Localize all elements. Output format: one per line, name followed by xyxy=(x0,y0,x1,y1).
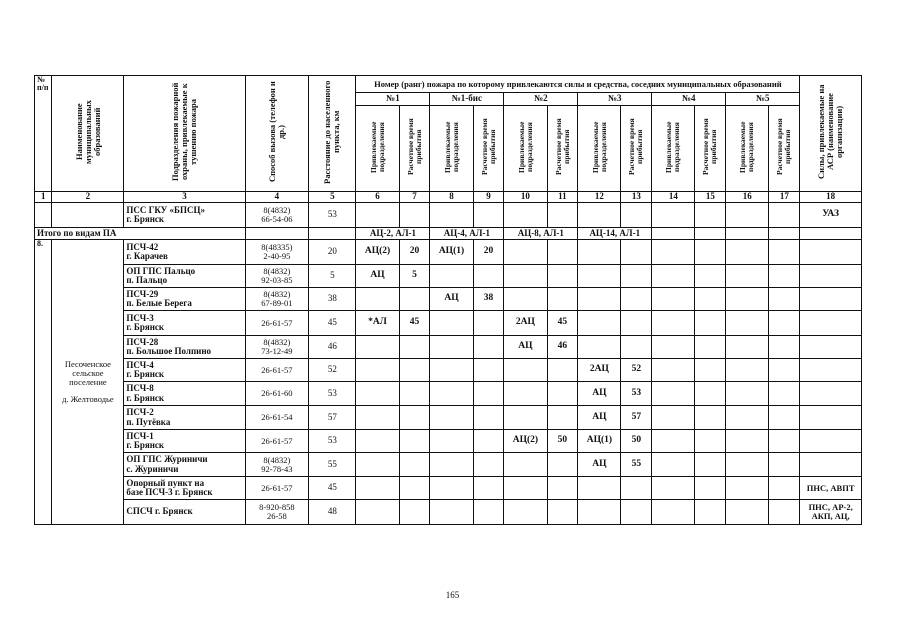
value-cell xyxy=(356,288,399,311)
value-cell xyxy=(578,265,621,288)
fire-forces-table xyxy=(34,75,862,525)
total-label: Итого по видам ПА xyxy=(35,228,246,240)
tel-cell: 26-61-57 xyxy=(245,311,309,336)
distance-cell: 45 xyxy=(309,311,356,336)
distance-cell: 53 xyxy=(309,430,356,453)
value-cell xyxy=(621,288,652,311)
rank-1bis: №1-бис xyxy=(430,93,504,106)
unit-cell: ПСЧ-42 г. Карачев xyxy=(124,240,245,265)
value-cell xyxy=(504,240,547,265)
table-row xyxy=(35,453,862,477)
value-cell: 45 xyxy=(399,311,430,336)
value-cell xyxy=(356,382,399,406)
col-number: 9 xyxy=(473,192,504,203)
asr-cell xyxy=(800,311,862,336)
sub-time: Расчетное время прибытия xyxy=(547,106,578,192)
value-cell xyxy=(473,500,504,525)
value-cell xyxy=(504,406,547,430)
value-cell xyxy=(547,406,578,430)
value-cell xyxy=(399,453,430,477)
distance-cell: 52 xyxy=(309,359,356,382)
value-cell xyxy=(621,336,652,359)
value-cell xyxy=(430,406,473,430)
value-cell xyxy=(356,359,399,382)
col-number: 11 xyxy=(547,192,578,203)
value-cell xyxy=(473,359,504,382)
asr-cell: УАЗ xyxy=(800,203,862,228)
sub-units: Привлекаемые подразделения xyxy=(430,106,473,192)
value-cell xyxy=(504,500,547,525)
value-cell: 46 xyxy=(547,336,578,359)
sub-time: Расчетное время прибытия xyxy=(621,106,652,192)
value-cell: АЦ(1) xyxy=(430,240,473,265)
col-number: 17 xyxy=(769,192,800,203)
header-municipality: Наименование муниципальных образований xyxy=(52,76,124,192)
value-cell xyxy=(578,311,621,336)
distance-cell: 5 xyxy=(309,265,356,288)
sub-units: Привлекаемые подразделения xyxy=(356,106,399,192)
col-number: 8 xyxy=(430,192,473,203)
header-asr: Силы, привлекаемые на АСР (наименование организации) xyxy=(800,76,862,192)
asr-cell xyxy=(800,336,862,359)
value-cell xyxy=(473,311,504,336)
value-cell: 2АЦ xyxy=(578,359,621,382)
value-cell xyxy=(399,406,430,430)
value-cell xyxy=(356,477,399,500)
value-cell xyxy=(547,359,578,382)
table-row xyxy=(35,265,862,288)
value-cell: АЦ(1) xyxy=(578,430,621,453)
section-number: 8. xyxy=(35,240,52,525)
value-cell xyxy=(430,265,473,288)
value-cell xyxy=(430,430,473,453)
value-cell xyxy=(621,265,652,288)
col-number: 14 xyxy=(652,192,695,203)
value-cell xyxy=(504,382,547,406)
value-cell: АЦ xyxy=(504,336,547,359)
table-row xyxy=(35,477,862,500)
asr-cell xyxy=(800,430,862,453)
tel-cell: 26-61-57 xyxy=(245,359,309,382)
value-cell xyxy=(473,382,504,406)
unit-cell: ПСЧ-2 п. Путёвка xyxy=(124,406,245,430)
rank-4: №4 xyxy=(652,93,726,106)
value-cell xyxy=(547,240,578,265)
value-cell xyxy=(473,477,504,500)
value-cell xyxy=(399,430,430,453)
asr-cell xyxy=(800,406,862,430)
unit-cell: СПСЧ г. Брянск xyxy=(124,500,245,525)
value-cell xyxy=(356,500,399,525)
tel-cell: 8-920-858 26-58 xyxy=(245,500,309,525)
value-cell: АЦ xyxy=(356,265,399,288)
value-cell xyxy=(547,288,578,311)
value-cell: 38 xyxy=(473,288,504,311)
value-cell xyxy=(399,359,430,382)
value-cell: 5 xyxy=(399,265,430,288)
asr-cell xyxy=(800,382,862,406)
value-cell xyxy=(621,477,652,500)
distance-cell: 48 xyxy=(309,500,356,525)
tel-cell: 8(4832) 92-03-85 xyxy=(245,265,309,288)
col-number: 3 xyxy=(124,192,245,203)
value-cell xyxy=(399,500,430,525)
value-cell xyxy=(430,336,473,359)
total-r1bis: АЦ-4, АЛ-1 xyxy=(430,228,504,240)
value-cell xyxy=(547,477,578,500)
header-unit: Подразделения пожарной охраны, привлекаемые к тушению пожара xyxy=(124,76,245,192)
header-call: Способ вызова (телефон и др.) xyxy=(245,76,309,192)
value-cell xyxy=(399,477,430,500)
value-cell xyxy=(504,477,547,500)
sub-time: Расчетное время прибытия xyxy=(473,106,504,192)
value-cell xyxy=(547,382,578,406)
distance-cell: 45 xyxy=(309,477,356,500)
tel-cell: 8(4832) 67-89-01 xyxy=(245,288,309,311)
value-cell xyxy=(473,406,504,430)
col-number: 6 xyxy=(356,192,399,203)
value-cell: АЦ(2) xyxy=(504,430,547,453)
sub-units: Привлекаемые подразделения xyxy=(726,106,769,192)
tel-cell: 8(4832) 73-12-49 xyxy=(245,336,309,359)
tel-cell: 26-61-54 xyxy=(245,406,309,430)
column-numbers-row xyxy=(35,192,862,203)
table-row xyxy=(35,336,862,359)
distance-cell: 38 xyxy=(309,288,356,311)
value-cell xyxy=(356,406,399,430)
total-r3: АЦ-14, АЛ-1 xyxy=(578,228,652,240)
table-row xyxy=(35,288,862,311)
col-number: 2 xyxy=(52,192,124,203)
distance-cell: 20 xyxy=(309,240,356,265)
value-cell: АЦ xyxy=(578,382,621,406)
table-row xyxy=(35,311,862,336)
value-cell: 2АЦ xyxy=(504,311,547,336)
asr-cell xyxy=(800,453,862,477)
value-cell: 53 xyxy=(621,382,652,406)
page-number: 165 xyxy=(445,590,460,600)
asr-cell xyxy=(800,359,862,382)
unit-cell: ПСЧ-8 г. Брянск xyxy=(124,382,245,406)
distance-cell: 55 xyxy=(309,453,356,477)
unit-cell: ПСЧ-4 г. Брянск xyxy=(124,359,245,382)
value-cell: АЦ(2) xyxy=(356,240,399,265)
value-cell xyxy=(430,359,473,382)
col-number: 18 xyxy=(800,192,862,203)
tel-cell: 8(4832) 66-54-06 xyxy=(245,203,309,228)
value-cell xyxy=(430,477,473,500)
header-fire-number: Номер (ранг) пожара по которому привлекаются силы и средства, соседних муниципальных образований xyxy=(356,76,800,93)
value-cell xyxy=(430,382,473,406)
header-distance: Расстояние до населенного пункта, км xyxy=(309,76,356,192)
value-cell: 52 xyxy=(621,359,652,382)
value-cell xyxy=(578,336,621,359)
unit-cell: ПСЧ-28 п. Большое Полпино xyxy=(124,336,245,359)
value-cell: 50 xyxy=(547,430,578,453)
col-number: 4 xyxy=(245,192,309,203)
value-cell xyxy=(356,336,399,359)
value-cell: 55 xyxy=(621,453,652,477)
asr-cell: ПНС, АВПТ xyxy=(800,477,862,500)
value-cell: АЦ xyxy=(430,288,473,311)
unit-cell: ОП ГПС Журиничи с. Журиничи xyxy=(124,453,245,477)
value-cell xyxy=(578,288,621,311)
municipality-cell: Песоченское сельское поселение д. Желтоводье xyxy=(52,240,124,525)
unit-cell: Опорный пункт на базе ПСЧ-3 г. Брянск xyxy=(124,477,245,500)
asr-cell xyxy=(800,240,862,265)
total-row xyxy=(35,228,862,240)
value-cell xyxy=(399,382,430,406)
sub-time: Расчетное время прибытия xyxy=(399,106,430,192)
sub-units: Привлекаемые подразделения xyxy=(652,106,695,192)
value-cell: 20 xyxy=(399,240,430,265)
table-row xyxy=(35,240,862,265)
value-cell xyxy=(356,430,399,453)
unit-cell: ПСЧ-29 п. Белые Берега xyxy=(124,288,245,311)
distance-cell: 53 xyxy=(309,382,356,406)
col-number: 13 xyxy=(621,192,652,203)
value-cell xyxy=(473,336,504,359)
distance-cell: 57 xyxy=(309,406,356,430)
distance-cell: 46 xyxy=(309,336,356,359)
value-cell xyxy=(504,288,547,311)
value-cell: *АЛ xyxy=(356,311,399,336)
asr-cell xyxy=(800,265,862,288)
tel-cell: 8(48335) 2-40-95 xyxy=(245,240,309,265)
col-number: 1 xyxy=(35,192,52,203)
table-row xyxy=(35,359,862,382)
rank-5: №5 xyxy=(726,93,800,106)
table-row xyxy=(35,430,862,453)
table-row xyxy=(35,406,862,430)
value-cell: 57 xyxy=(621,406,652,430)
value-cell: АЦ xyxy=(578,453,621,477)
col-number: 10 xyxy=(504,192,547,203)
value-cell xyxy=(504,265,547,288)
sub-units: Привлекаемые подразделения xyxy=(578,106,621,192)
unit-cell: ПСЧ-3 г. Брянск xyxy=(124,311,245,336)
rank-1: №1 xyxy=(356,93,430,106)
unit-cell: ОП ГПС Пальцо п. Пальцо xyxy=(124,265,245,288)
value-cell xyxy=(430,500,473,525)
value-cell xyxy=(578,477,621,500)
rank-3: №3 xyxy=(578,93,652,106)
table-row xyxy=(35,382,862,406)
value-cell: 50 xyxy=(621,430,652,453)
value-cell xyxy=(578,240,621,265)
col-number: 7 xyxy=(399,192,430,203)
col-number: 16 xyxy=(726,192,769,203)
tel-cell: 26-61-57 xyxy=(245,477,309,500)
value-cell: 45 xyxy=(547,311,578,336)
sub-time: Расчетное время прибытия xyxy=(695,106,726,192)
value-cell xyxy=(356,453,399,477)
value-cell xyxy=(473,453,504,477)
value-cell xyxy=(473,265,504,288)
asr-cell xyxy=(800,288,862,311)
rank-2: №2 xyxy=(504,93,578,106)
col-number: 12 xyxy=(578,192,621,203)
pss-row xyxy=(35,203,862,228)
value-cell xyxy=(430,311,473,336)
tel-cell: 8(4832) 92-78-43 xyxy=(245,453,309,477)
value-cell: АЦ xyxy=(578,406,621,430)
value-cell xyxy=(547,453,578,477)
sub-time: Расчетное время прибытия xyxy=(769,106,800,192)
value-cell xyxy=(547,500,578,525)
value-cell xyxy=(399,288,430,311)
value-cell xyxy=(621,311,652,336)
value-cell xyxy=(504,453,547,477)
asr-cell: ПНС, АР-2, АКП, АЦ, xyxy=(800,500,862,525)
value-cell xyxy=(578,500,621,525)
value-cell: 20 xyxy=(473,240,504,265)
total-r1: АЦ-2, АЛ-1 xyxy=(356,228,430,240)
header-num: № п/п xyxy=(35,76,52,192)
col-number: 15 xyxy=(695,192,726,203)
value-cell xyxy=(473,430,504,453)
col-number: 5 xyxy=(309,192,356,203)
value-cell xyxy=(547,265,578,288)
value-cell xyxy=(621,500,652,525)
value-cell xyxy=(621,240,652,265)
distance-cell: 53 xyxy=(309,203,356,228)
value-cell xyxy=(504,359,547,382)
table-row xyxy=(35,500,862,525)
tel-cell: 26-61-60 xyxy=(245,382,309,406)
value-cell xyxy=(430,453,473,477)
value-cell xyxy=(399,336,430,359)
total-r2: АЦ-8, АЛ-1 xyxy=(504,228,578,240)
unit-cell: ПСС ГКУ «БПСЦ» г. Брянск xyxy=(124,203,245,228)
sub-units: Привлекаемые подразделения xyxy=(504,106,547,192)
tel-cell: 26-61-57 xyxy=(245,430,309,453)
unit-cell: ПСЧ-1 г. Брянск xyxy=(124,430,245,453)
